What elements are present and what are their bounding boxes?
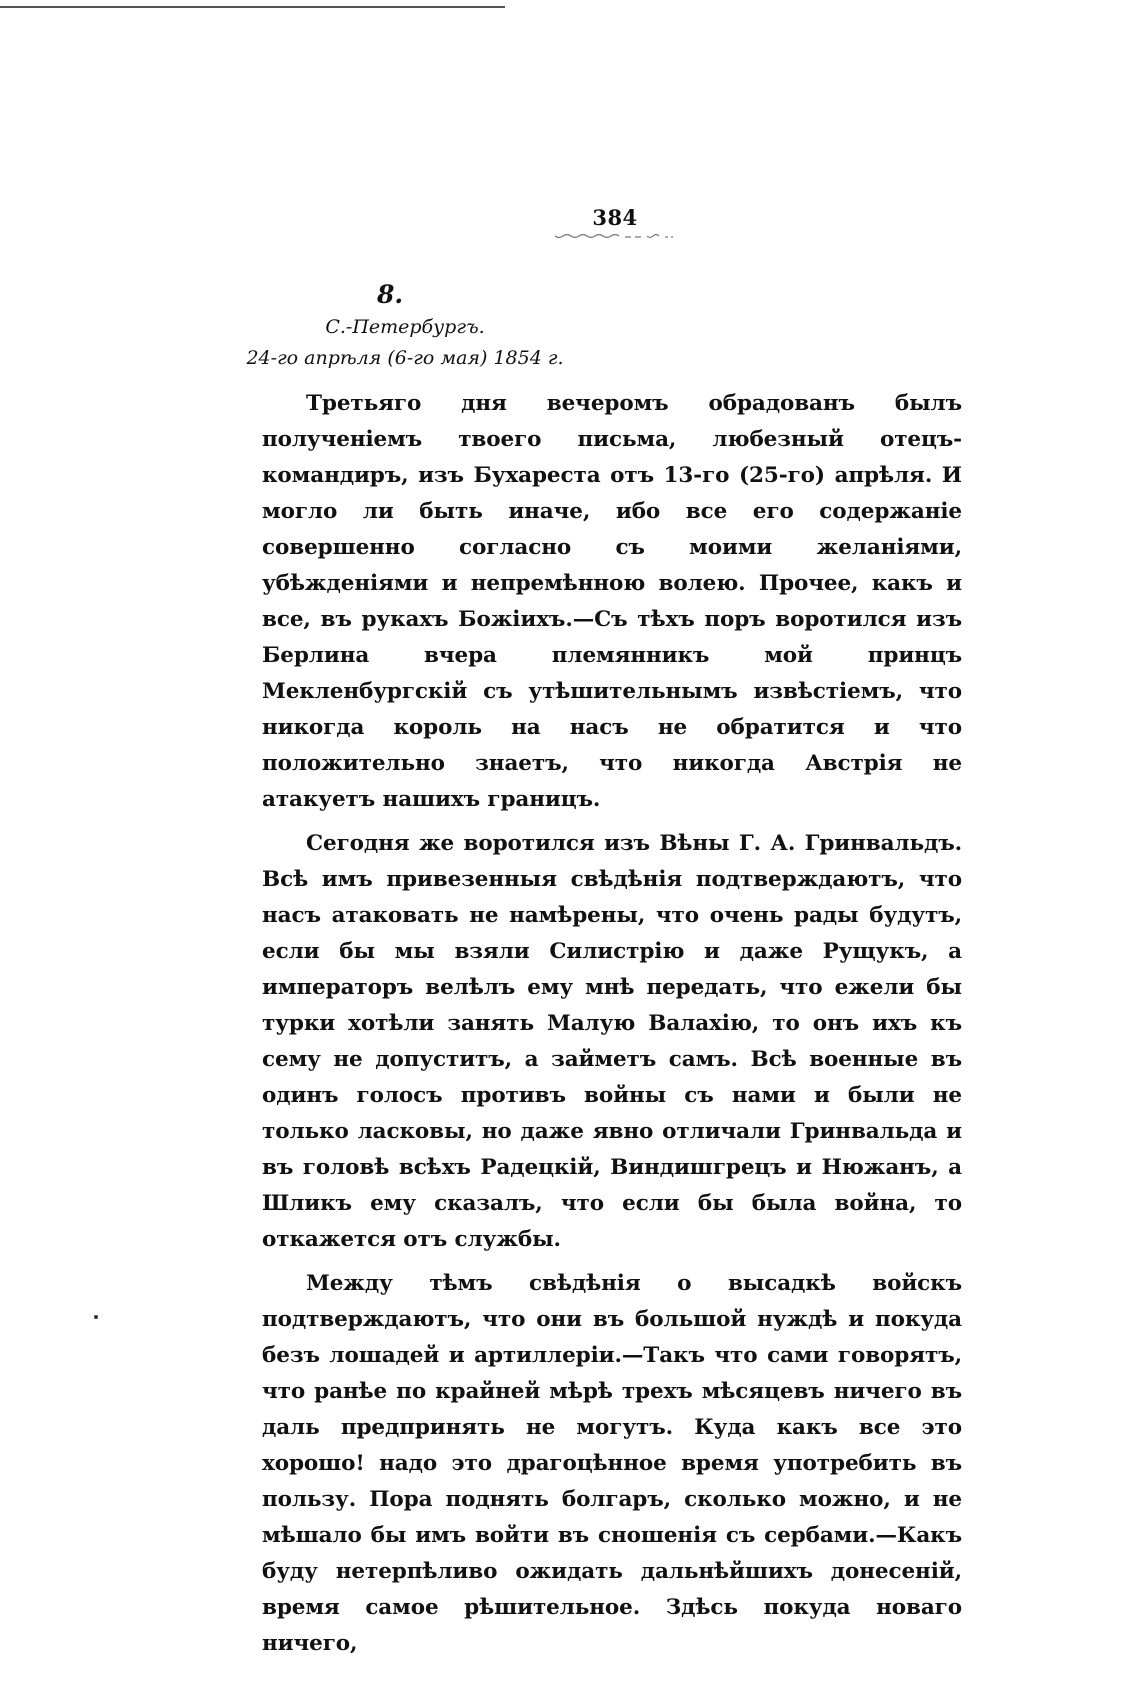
margin-speck xyxy=(94,1315,98,1319)
paragraph-2: Сегодня же воротился изъ Вѣны Г. А. Гринвальдъ. Всѣ имъ привезенныя свѣдѣнія подтверждаютъ, что насъ атаковать не намѣрены, что очень рады будутъ, если бы мы взяли Силистрію и даже Рущукъ, а императоръ велѣлъ ему мнѣ передать, что ежели бы турки хотѣли занять Малую Валахію, то онъ ихъ къ сему не допуститъ, а займетъ самъ. Всѣ военные въ одинъ голосъ противъ войны съ нами и были не только ласковы, но даже явно отличали Гринвальда и въ головѣ всѣхъ Радецкій, Виндишгрецъ и Нюжанъ, а Шликъ ему сказалъ, что если бы была война, то откажется отъ службы. xyxy=(262,831,962,1252)
top-edge-rule xyxy=(0,6,505,8)
letter-header xyxy=(230,278,690,374)
letter-date: 24-го апрѣля (6-го мая) 1854 г. xyxy=(246,347,564,369)
letter-place: С.-Петербургъ. xyxy=(325,316,485,338)
paragraph-1: Третьяго дня вечеромъ обрадованъ былъ полученіемъ твоего письма, любезный отецъ-командиръ, изъ Бухареста отъ 13-го (25-го) апрѣля. И могло ли быть иначе, ибо все его содержаніе совершенно согласно съ моими желаніями, убѣжденіями и непремѣнною волею. Прочее, какъ и все, въ рукахъ Божіихъ.—Съ тѣхъ поръ воротился изъ Берлина вчера племянникъ мой принцъ Мекленбургскій съ утѣшительнымъ извѣстіемъ, что никогда король на насъ не обратится и что положительно знаетъ, что никогда Австрія не атакуетъ нашихъ границъ. xyxy=(262,391,962,812)
paragraph-3: Между тѣмъ свѣдѣнія о высадкѣ войскъ подтверждаютъ, что они въ большой нуждѣ и покуда безъ лошадей и артиллеріи.—Такъ что сами говорятъ, что ранѣе по крайней мѣрѣ трехъ мѣсяцевъ ничего въ даль предпринять не могутъ. Куда какъ все это хорошо! надо это драгоцѣнное время употребить въ пользу. Пора поднять болгаръ, сколько можно, и не мѣшало бы имъ войти въ сношенія съ сербами.—Какъ буду нетерпѣливо ожидать дальнѣйшихъ донесеній, время самое рѣшительное. Здѣсь покуда новаго ничего, xyxy=(262,1271,962,1656)
letter-number: 8. xyxy=(376,280,404,309)
page-number: 384 xyxy=(592,205,638,230)
letter-body xyxy=(262,386,962,1670)
page-number-decorative-underline xyxy=(555,234,673,240)
